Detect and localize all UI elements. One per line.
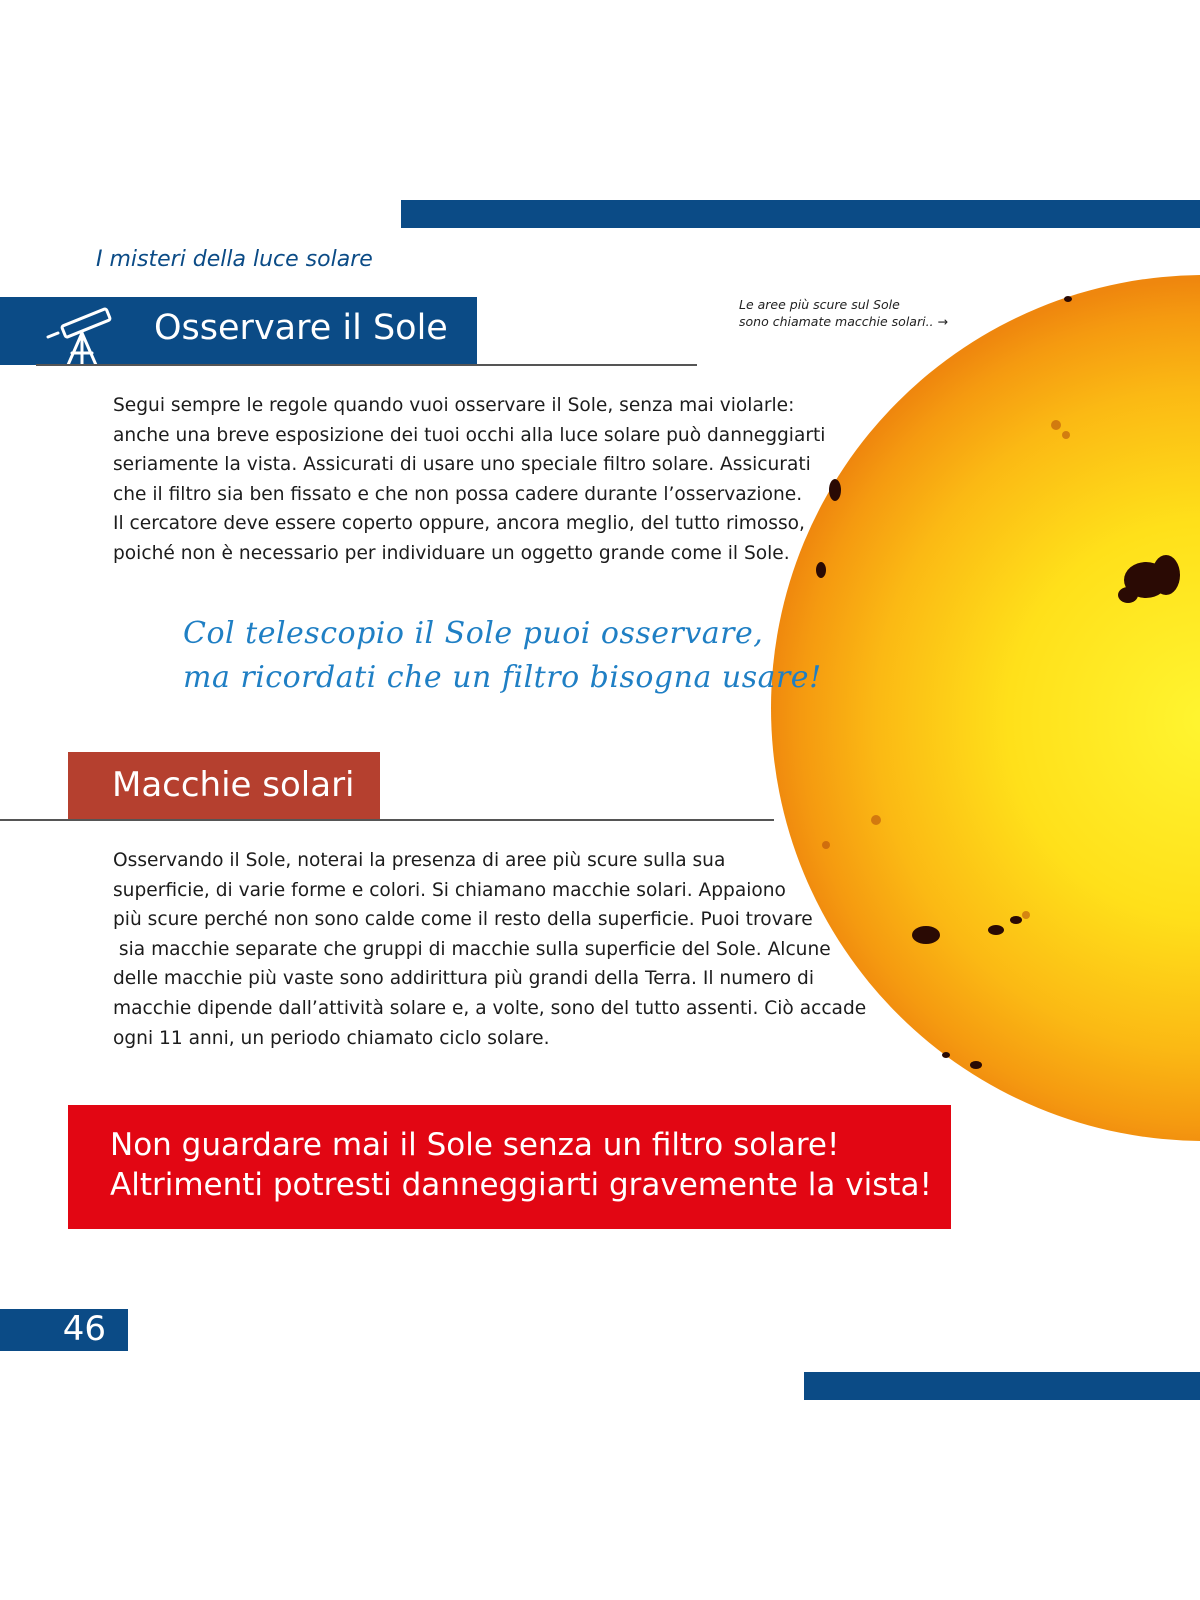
paragraph-line: più scure perché non sono calde come il resto della superficie. Puoi trovare: [113, 909, 813, 931]
paragraph-line: delle macchie più vaste sono addirittura più grandi della Terra. Il numero di: [113, 968, 815, 990]
paragraph-line: poiché non è necessario per individuare un oggetto grande come il Sole.: [113, 542, 790, 564]
warning-box: [68, 1105, 951, 1229]
handwritten-rhyme: [183, 612, 822, 700]
header-underline: [36, 364, 697, 366]
paragraph-line: Osservando il Sole, noterai la presenza di aree più scure sulla sua: [113, 850, 726, 871]
paragraph-line: macchie dipende dall’attività solare e, a volte, sono del tutto assenti. Ciò accade: [113, 997, 867, 1019]
paragraph-line: ogni 11 anni, un periodo chiamato ciclo solare.: [113, 1027, 550, 1049]
paragraph-line: anche una breve esposizione dei tuoi occhi alla luce solare può danneggiarti: [113, 424, 826, 446]
paragraph-line: sia macchie separate che gruppi di macchie sulla superficie del Sole. Alcune: [113, 938, 831, 960]
observe-paragraph: [113, 391, 843, 569]
paragraph-line: seriamente la vista. Assicurati di usare uno speciale filtro solare. Assicurati: [113, 454, 811, 476]
header-underline: [0, 819, 774, 821]
telescope-icon: [44, 307, 124, 365]
rhyme-line: Col telescopio il Sole puoi osservare,: [183, 616, 764, 651]
sunspots-header: [68, 752, 380, 820]
caption-line: sono chiamate macchie solari.. →: [739, 314, 948, 329]
bottom-decor-bar: [804, 1372, 1200, 1400]
paragraph-line: superficie, di varie forme e colori. Si chiamano macchie solari. Appaiono: [113, 879, 786, 901]
warning-line: Altrimenti potresti danneggiarti gravemente la vista!: [110, 1167, 932, 1203]
observe-header: [0, 297, 477, 365]
caption-line: Le aree più scure sul Sole: [739, 297, 900, 312]
top-decor-bar: [401, 200, 1200, 228]
paragraph-line: Il cercatore deve essere coperto oppure, ancora meglio, del tutto rimosso,: [113, 513, 805, 535]
warning-line: Non guardare mai il Sole senza un filtro solare!: [110, 1127, 840, 1163]
sunspots-title: Macchie solari: [112, 765, 355, 805]
page-number-tab: [0, 1309, 128, 1351]
page-number: 46: [62, 1309, 106, 1349]
observe-title: Osservare il Sole: [154, 308, 448, 348]
paragraph-line: Segui sempre le regole quando vuoi osservare il Sole, senza mai violarle:: [113, 395, 795, 416]
section-kicker: I misteri della luce solare: [96, 247, 373, 272]
paragraph-line: che il filtro sia ben fissato e che non possa cadere durante l’osservazione.: [113, 483, 803, 505]
sunspots-paragraph: [113, 846, 873, 1053]
rhyme-line: ma ricordati che un filtro bisogna usare!: [183, 660, 822, 695]
